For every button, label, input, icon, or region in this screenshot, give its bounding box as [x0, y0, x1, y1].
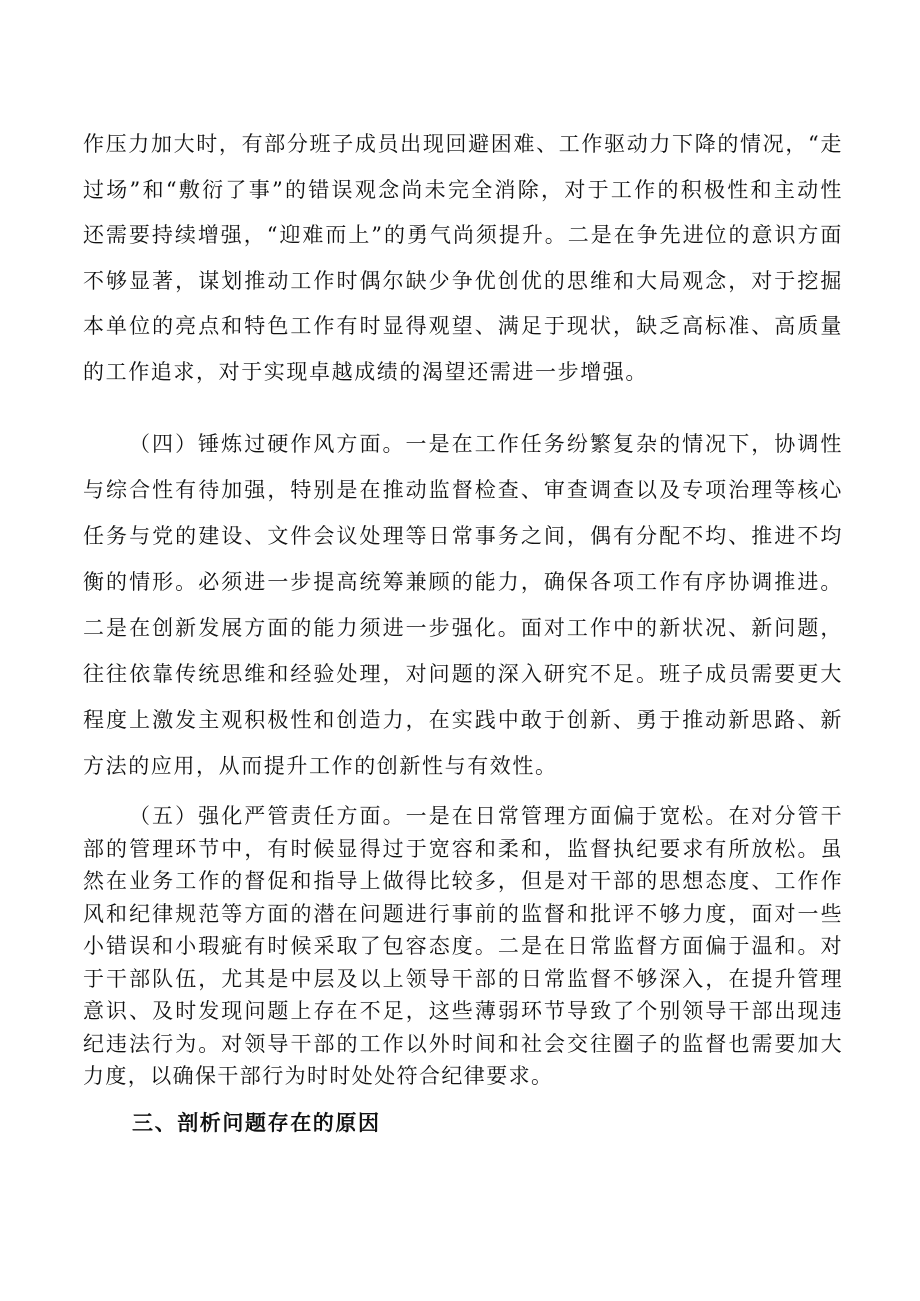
paragraph-work-attitude: 作压力加大时，有部分班子成员出现回避困难、工作驱动力下降的情况，“走过场”和“敷衍了事”的错误观念尚未完全消除，对于工作的积极性和主动性还需要持续增强，“迎难而上”的勇气尚须提升。二是在争先进位的意识方面不够显著，谋划推动工作时偶尔缺少争优创优的思维和大局观念，对于挖掘本单位的亮点和特色工作有时显得观望、满足于现状，缺乏高标准、高质量的工作追求，对于实现卓越成绩的渴望还需进一步增强。 [83, 132, 843, 384]
paragraph-work-style: （四）锤炼过硬作风方面。一是在工作任务纷繁复杂的情况下，协调性与综合性有待加强，特别是在推动监督检查、审查调查以及专项治理等核心任务与党的建设、文件会议处理等日常事务之间，偶有分配不均、推进不均衡的情形。必须进一步提高统筹兼顾的能力，确保各项工作有序协调推进。二是在创新发展方面的能力须进一步强化。面对工作中的新状况、新问题，往往依靠传统思维和经验处理，对问题的深入研究不足。班子成员需要更大程度上激发主观积极性和创造力，在实践中敢于创新、勇于推动新思路、新方法的应用，从而提升工作的创新性与有效性。 [83, 432, 843, 778]
section-heading-causes: 三、剖析问题存在的原因 [132, 1110, 381, 1135]
paragraph-strict-management: （五）强化严管责任方面。一是在日常管理方面偏于宽松。在对分管干部的管理环节中，有时候显得过于宽容和柔和，监督执纪要求有所放松。虽然在业务工作的督促和指导上做得比较多，但是对干部的思想态度、工作作风和纪律规范等方面的潜在问题进行事前的监督和批评不够力度，面对一些小错误和小瑕疵有时候采取了包容态度。二是在日常监督方面偏于温和。对于干部队伍，尤其是中层及以上领导干部的日常监督不够深入，在提升管理意识、及时发现问题上存在不足，这些薄弱环节导致了个别领导干部出现违纪违法行为。对领导干部的工作以外时间和社会交往圈子的监督也需要加大力度，以确保干部行为时时处处符合纪律要求。 [83, 804, 843, 1088]
